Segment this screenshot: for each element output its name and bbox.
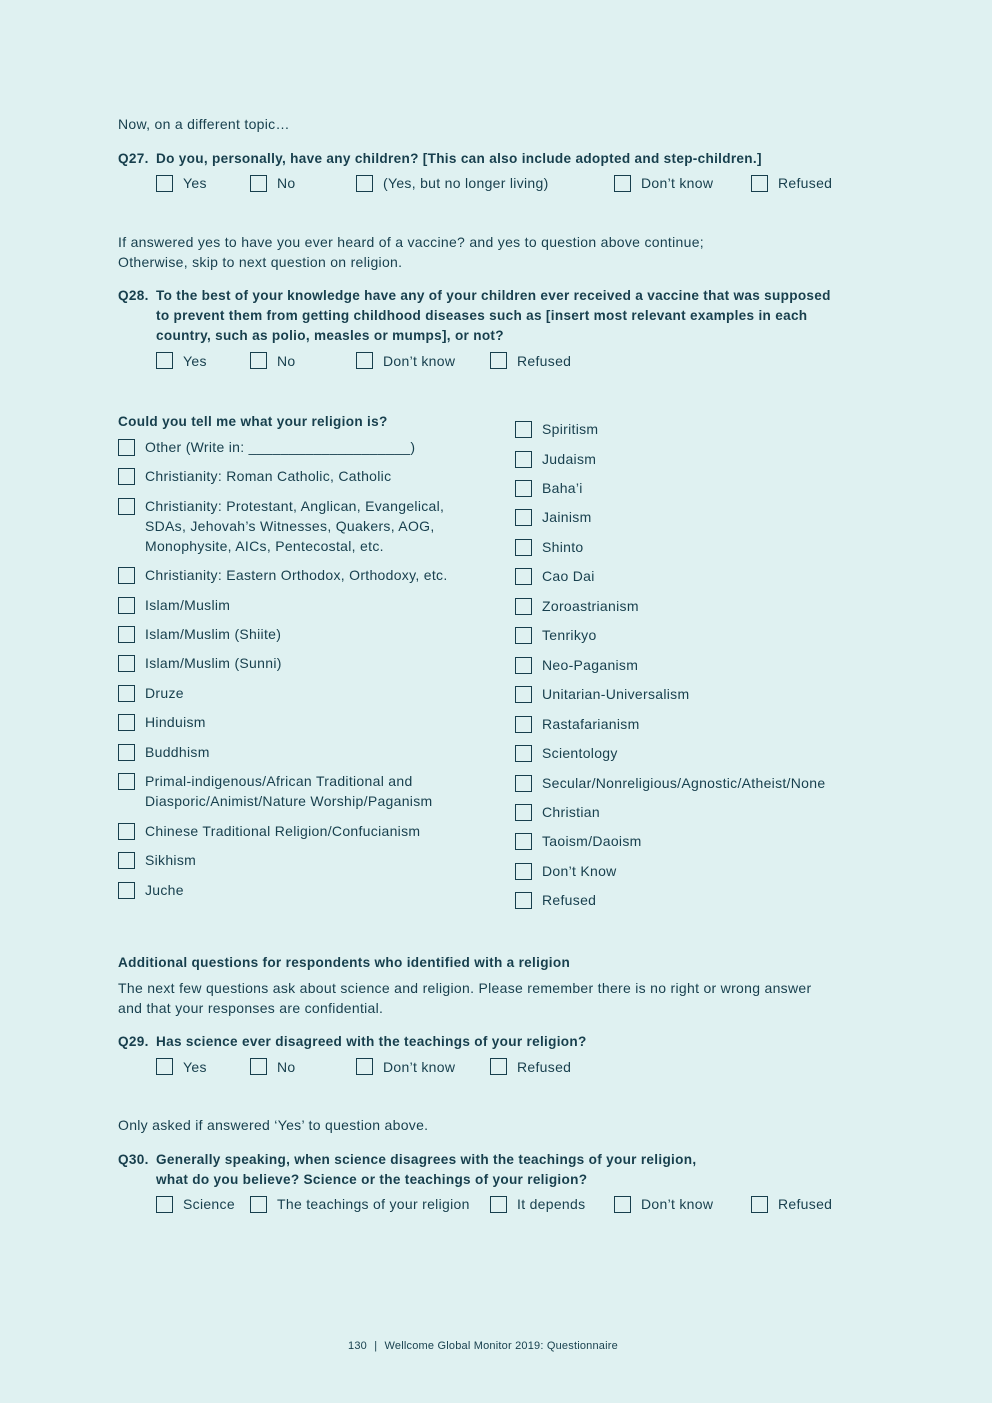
religion-checkbox-buddhism[interactable] xyxy=(118,744,135,761)
q29-option-label: Yes xyxy=(183,1059,207,1075)
religion-option-label: Diasporic/Animist/Nature Worship/Paganism xyxy=(145,793,433,809)
q28-question-line-3: country, such as polio, measles or mumps], or not? xyxy=(156,328,504,343)
q28-checkbox-refused[interactable] xyxy=(490,352,507,369)
religion-checkbox-cao-dai[interactable] xyxy=(515,568,532,585)
q30-question-line-2: what do you believe? Science or the teachings of your religion? xyxy=(156,1172,588,1187)
q30-number: Q30. xyxy=(118,1152,149,1167)
religion-checkbox-refused[interactable] xyxy=(515,892,532,909)
religion-checkbox-islam-shiite[interactable] xyxy=(118,626,135,643)
religion-option-label: Shinto xyxy=(542,539,584,555)
q27-option-label: Refused xyxy=(778,175,833,191)
q27-checkbox-dont-know[interactable] xyxy=(614,175,631,192)
religion-option-label: Chinese Traditional Religion/Confucianism xyxy=(145,823,421,839)
q29-checkbox-refused[interactable] xyxy=(490,1058,507,1075)
religion-option-label: Primal-indigenous/African Traditional and xyxy=(145,773,413,789)
q28-checkbox-dont-know[interactable] xyxy=(356,352,373,369)
page-footer xyxy=(348,1339,618,1353)
religion-option-label: Juche xyxy=(145,882,184,898)
religion-checkbox-other[interactable] xyxy=(118,439,135,456)
document-title: Wellcome Global Monitor 2019: Questionnaire xyxy=(384,1340,618,1352)
religion-checkbox-primal-indigenous[interactable] xyxy=(118,773,135,790)
religion-option-label: Rastafarianism xyxy=(542,716,640,732)
q29-number: Q29. xyxy=(118,1034,149,1049)
religion-checkbox-zoroastrianism[interactable] xyxy=(515,598,532,615)
religion-checkbox-roman-catholic[interactable] xyxy=(118,468,135,485)
q28-number: Q28. xyxy=(118,288,149,303)
additional-text-line-2: and that your responses are confidential. xyxy=(118,1000,384,1016)
q27-option-label: No xyxy=(277,175,296,191)
q30-question-line-1: Generally speaking, when science disagrees with the teachings of your religion, xyxy=(156,1152,697,1167)
q28-question-line-1: To the best of your knowledge have any of your children ever received a vaccine that was supposed xyxy=(156,288,831,303)
q27-checkbox-yes-no-longer-living[interactable] xyxy=(356,175,373,192)
q30-option-label: Refused xyxy=(778,1196,833,1212)
religion-checkbox-dont-know[interactable] xyxy=(515,863,532,880)
religion-checkbox-juche[interactable] xyxy=(118,882,135,899)
page-number: 130 xyxy=(348,1340,367,1352)
q30-option-label: Science xyxy=(183,1196,235,1212)
religion-checkbox-scientology[interactable] xyxy=(515,745,532,762)
q29-option-label: Don’t know xyxy=(383,1059,456,1075)
religion-checkbox-secular[interactable] xyxy=(515,775,532,792)
religion-option-label: Neo-Paganism xyxy=(542,657,639,673)
religion-option-label: Other (Write in: ____________________) xyxy=(145,439,416,455)
religion-option-label: Jainism xyxy=(542,509,592,525)
religion-option-label: Judaism xyxy=(542,451,597,467)
religion-option-label: Hinduism xyxy=(145,714,206,730)
religion-option-label: Islam/Muslim (Sunni) xyxy=(145,655,282,671)
q30-checkbox-science[interactable] xyxy=(156,1196,173,1213)
routing-note-line-2: Otherwise, skip to next question on religion. xyxy=(118,254,403,270)
religion-checkbox-eastern-orthodox[interactable] xyxy=(118,567,135,584)
religion-option-label: Christianity: Protestant, Anglican, Evangelical, xyxy=(145,498,445,514)
religion-checkbox-chinese-traditional[interactable] xyxy=(118,823,135,840)
q28-checkbox-no[interactable] xyxy=(250,352,267,369)
q30-checkbox-refused[interactable] xyxy=(751,1196,768,1213)
religion-checkbox-protestant[interactable] xyxy=(118,498,135,515)
additional-text-line-1: The next few questions ask about science and religion. Please remember there is no right or wrong answer xyxy=(118,980,812,996)
routing-note-line-1: If answered yes to have you ever heard of a vaccine? and yes to question above continue; xyxy=(118,234,704,250)
religion-option-label: Monophysite, AICs, Pentecostal, etc. xyxy=(145,538,384,554)
religion-option-label: Refused xyxy=(542,892,597,908)
religion-option-label: Druze xyxy=(145,685,184,701)
religion-option-label: Christianity: Roman Catholic, Catholic xyxy=(145,468,392,484)
q27-option-label: Yes xyxy=(183,175,207,191)
religion-option-label: Buddhism xyxy=(145,744,210,760)
q27-checkbox-yes[interactable] xyxy=(156,175,173,192)
religion-option-label: Baha’i xyxy=(542,480,583,496)
religion-checkbox-islam-sunni[interactable] xyxy=(118,655,135,672)
q30-option-label: The teachings of your religion xyxy=(277,1196,470,1212)
religion-option-label: Christian xyxy=(542,804,600,820)
q30-checkbox-it-depends[interactable] xyxy=(490,1196,507,1213)
religion-option-label: Islam/Muslim (Shiite) xyxy=(145,626,282,642)
q29-option-label: Refused xyxy=(517,1059,572,1075)
religion-option-label: SDAs, Jehovah’s Witnesses, Quakers, AOG, xyxy=(145,518,435,534)
religion-checkbox-sikhism[interactable] xyxy=(118,852,135,869)
religion-option-label: Islam/Muslim xyxy=(145,597,231,613)
religion-checkbox-shinto[interactable] xyxy=(515,539,532,556)
religion-checkbox-unitarian-universalism[interactable] xyxy=(515,686,532,703)
religion-option-label: Scientology xyxy=(542,745,618,761)
routing-note-q30: Only asked if answered ‘Yes’ to question above. xyxy=(118,1117,429,1133)
religion-checkbox-taoism[interactable] xyxy=(515,833,532,850)
q30-checkbox-teachings[interactable] xyxy=(250,1196,267,1213)
q28-question-line-2: to prevent them from getting childhood diseases such as [insert most relevant examples in each xyxy=(156,308,808,323)
religion-checkbox-druze[interactable] xyxy=(118,685,135,702)
q30-option-label: Don’t know xyxy=(641,1196,714,1212)
q29-checkbox-no[interactable] xyxy=(250,1058,267,1075)
religion-option-label: Taoism/Daoism xyxy=(542,833,642,849)
religion-option-label: Tenrikyo xyxy=(542,627,597,643)
religion-option-label: Sikhism xyxy=(145,852,197,868)
q27-option-label: Don’t know xyxy=(641,175,714,191)
q27-number: Q27. xyxy=(118,151,149,166)
q29-option-label: No xyxy=(277,1059,296,1075)
q29-question: Has science ever disagreed with the teachings of your religion? xyxy=(156,1034,587,1049)
q28-option-label: Don’t know xyxy=(383,353,456,369)
religion-option-label: Christianity: Eastern Orthodox, Orthodoxy, etc. xyxy=(145,567,448,583)
religion-checkbox-jainism[interactable] xyxy=(515,509,532,526)
q30-checkbox-dont-know[interactable] xyxy=(614,1196,631,1213)
religion-checkbox-neo-paganism[interactable] xyxy=(515,657,532,674)
q27-option-label: (Yes, but no longer living) xyxy=(383,175,549,191)
religion-option-label: Zoroastrianism xyxy=(542,598,639,614)
q27-question: Do you, personally, have any children? [This can also include adopted and step-children.] xyxy=(156,151,762,166)
intro-text: Now, on a different topic… xyxy=(118,116,290,132)
religion-checkbox-hinduism[interactable] xyxy=(118,714,135,731)
religion-checkbox-rastafarianism[interactable] xyxy=(515,716,532,733)
q28-option-label: No xyxy=(277,353,296,369)
religion-checkbox-bahai[interactable] xyxy=(515,480,532,497)
q27-checkbox-refused[interactable] xyxy=(751,175,768,192)
religion-checkbox-judaism[interactable] xyxy=(515,451,532,468)
q29-checkbox-dont-know[interactable] xyxy=(356,1058,373,1075)
q27-checkbox-no[interactable] xyxy=(250,175,267,192)
religion-option-label: Cao Dai xyxy=(542,568,595,584)
religion-option-label: Don’t Know xyxy=(542,863,617,879)
religion-heading: Could you tell me what your religion is? xyxy=(118,414,388,429)
q29-checkbox-yes[interactable] xyxy=(156,1058,173,1075)
religion-checkbox-spiritism[interactable] xyxy=(515,421,532,438)
religion-checkbox-christian[interactable] xyxy=(515,804,532,821)
q28-option-label: Refused xyxy=(517,353,572,369)
footer-separator: | xyxy=(374,1340,378,1352)
q28-option-label: Yes xyxy=(183,353,207,369)
additional-heading: Additional questions for respondents who identified with a religion xyxy=(118,955,571,970)
religion-checkbox-tenrikyo[interactable] xyxy=(515,627,532,644)
q28-checkbox-yes[interactable] xyxy=(156,352,173,369)
religion-checkbox-islam[interactable] xyxy=(118,597,135,614)
religion-option-label: Secular/Nonreligious/Agnostic/Atheist/None xyxy=(542,775,826,791)
religion-option-label: Unitarian-Universalism xyxy=(542,686,690,702)
q30-option-label: It depends xyxy=(517,1196,586,1212)
religion-option-label: Spiritism xyxy=(542,421,599,437)
